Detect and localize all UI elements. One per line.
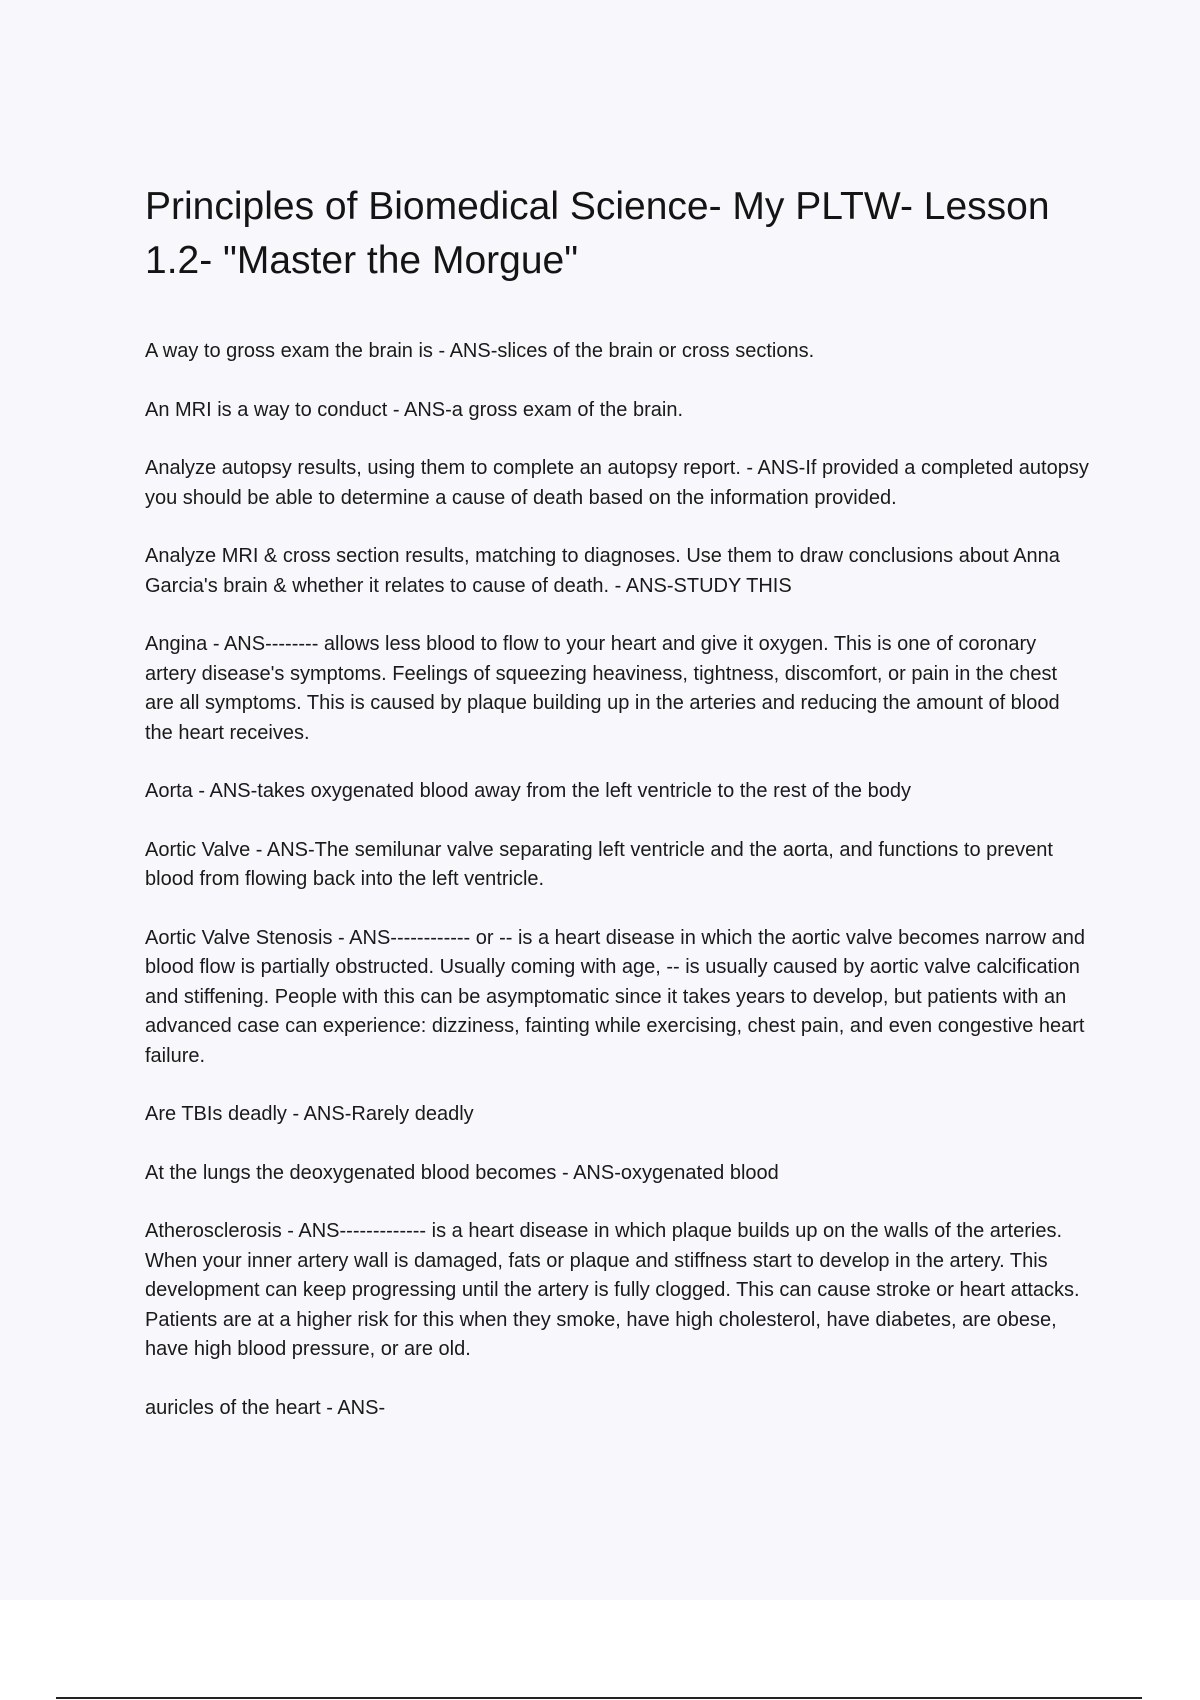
footer-divider (56, 1697, 1142, 1699)
entry-gross-exam-brain: A way to gross exam the brain is - ANS-slices of the brain or cross sections. (145, 340, 815, 362)
entry-mri: An MRI is a way to conduct - ANS-a gross exam of the brain. (145, 398, 684, 421)
entry-auricles: auricles of the heart - ANS- (145, 1396, 386, 1419)
entry-aorta: Aorta - ANS-takes oxygenated blood away from the left ventricle to the rest of the body (145, 780, 911, 802)
entry-angina: Angina - ANS-------- allows less blood to flow to your heart and give it oxygen. This is one of coronary artery disease's symptoms. Feelings of squeezing heaviness, tightness, discomfort, or pain in the chest are all symptoms. This is caused by plaque building up in the arteries and reducing the amount of blood the heart receives. (145, 633, 1060, 744)
document-title: Principles of Biomedical Science- My PLTW- Lesson 1.2- "Master the Morgue" (145, 185, 1050, 282)
entry-analyze-mri: Analyze MRI & cross section results, matching to diagnoses. Use them to draw conclusions about Anna Garcia's brain & whether it relates to cause of death. - ANS-STUDY THIS (145, 545, 1060, 597)
entry-aortic-valve: Aortic Valve - ANS-The semilunar valve separating left ventricle and the aorta, and functions to prevent blood from flowing back into the left ventricle. (145, 838, 1053, 890)
entry-aortic-valve-stenosis: Aortic Valve Stenosis - ANS------------ or -- is a heart disease in which the aortic valve becomes narrow and blood flow is partially obstructed. Usually coming with age, -- is usually caused by aortic valve calcification and stiffening. People with this can be asymptomatic since it takes years to develop, but patients with an advanced case can experience: dizziness, fainting while exercising, chest pain, and even congestive heart failure. (145, 926, 1085, 1067)
entry-analyze-autopsy: Analyze autopsy results, using them to complete an autopsy report. - ANS-If provided a completed autopsy you should be able to determine a cause of death based on the information provided. (145, 457, 1089, 509)
entry-tbis-deadly: Are TBIs deadly - ANS-Rarely deadly (145, 1103, 474, 1125)
document-content (145, 180, 1090, 1452)
entry-atherosclerosis: Atherosclerosis - ANS------------- is a heart disease in which plaque builds up on the walls of the arteries. When your inner artery wall is damaged, fats or plaque and stiffness start to develop in the artery. This development can keep progressing until the artery is fully clogged. This can cause stroke or heart attacks. Patients are at a higher risk for this when they smoke, have high cholesterol, have diabetes, are obese, have high blood pressure, or are old. (145, 1220, 1080, 1360)
entry-lungs: At the lungs the deoxygenated blood becomes - ANS-oxygenated blood (145, 1161, 779, 1184)
